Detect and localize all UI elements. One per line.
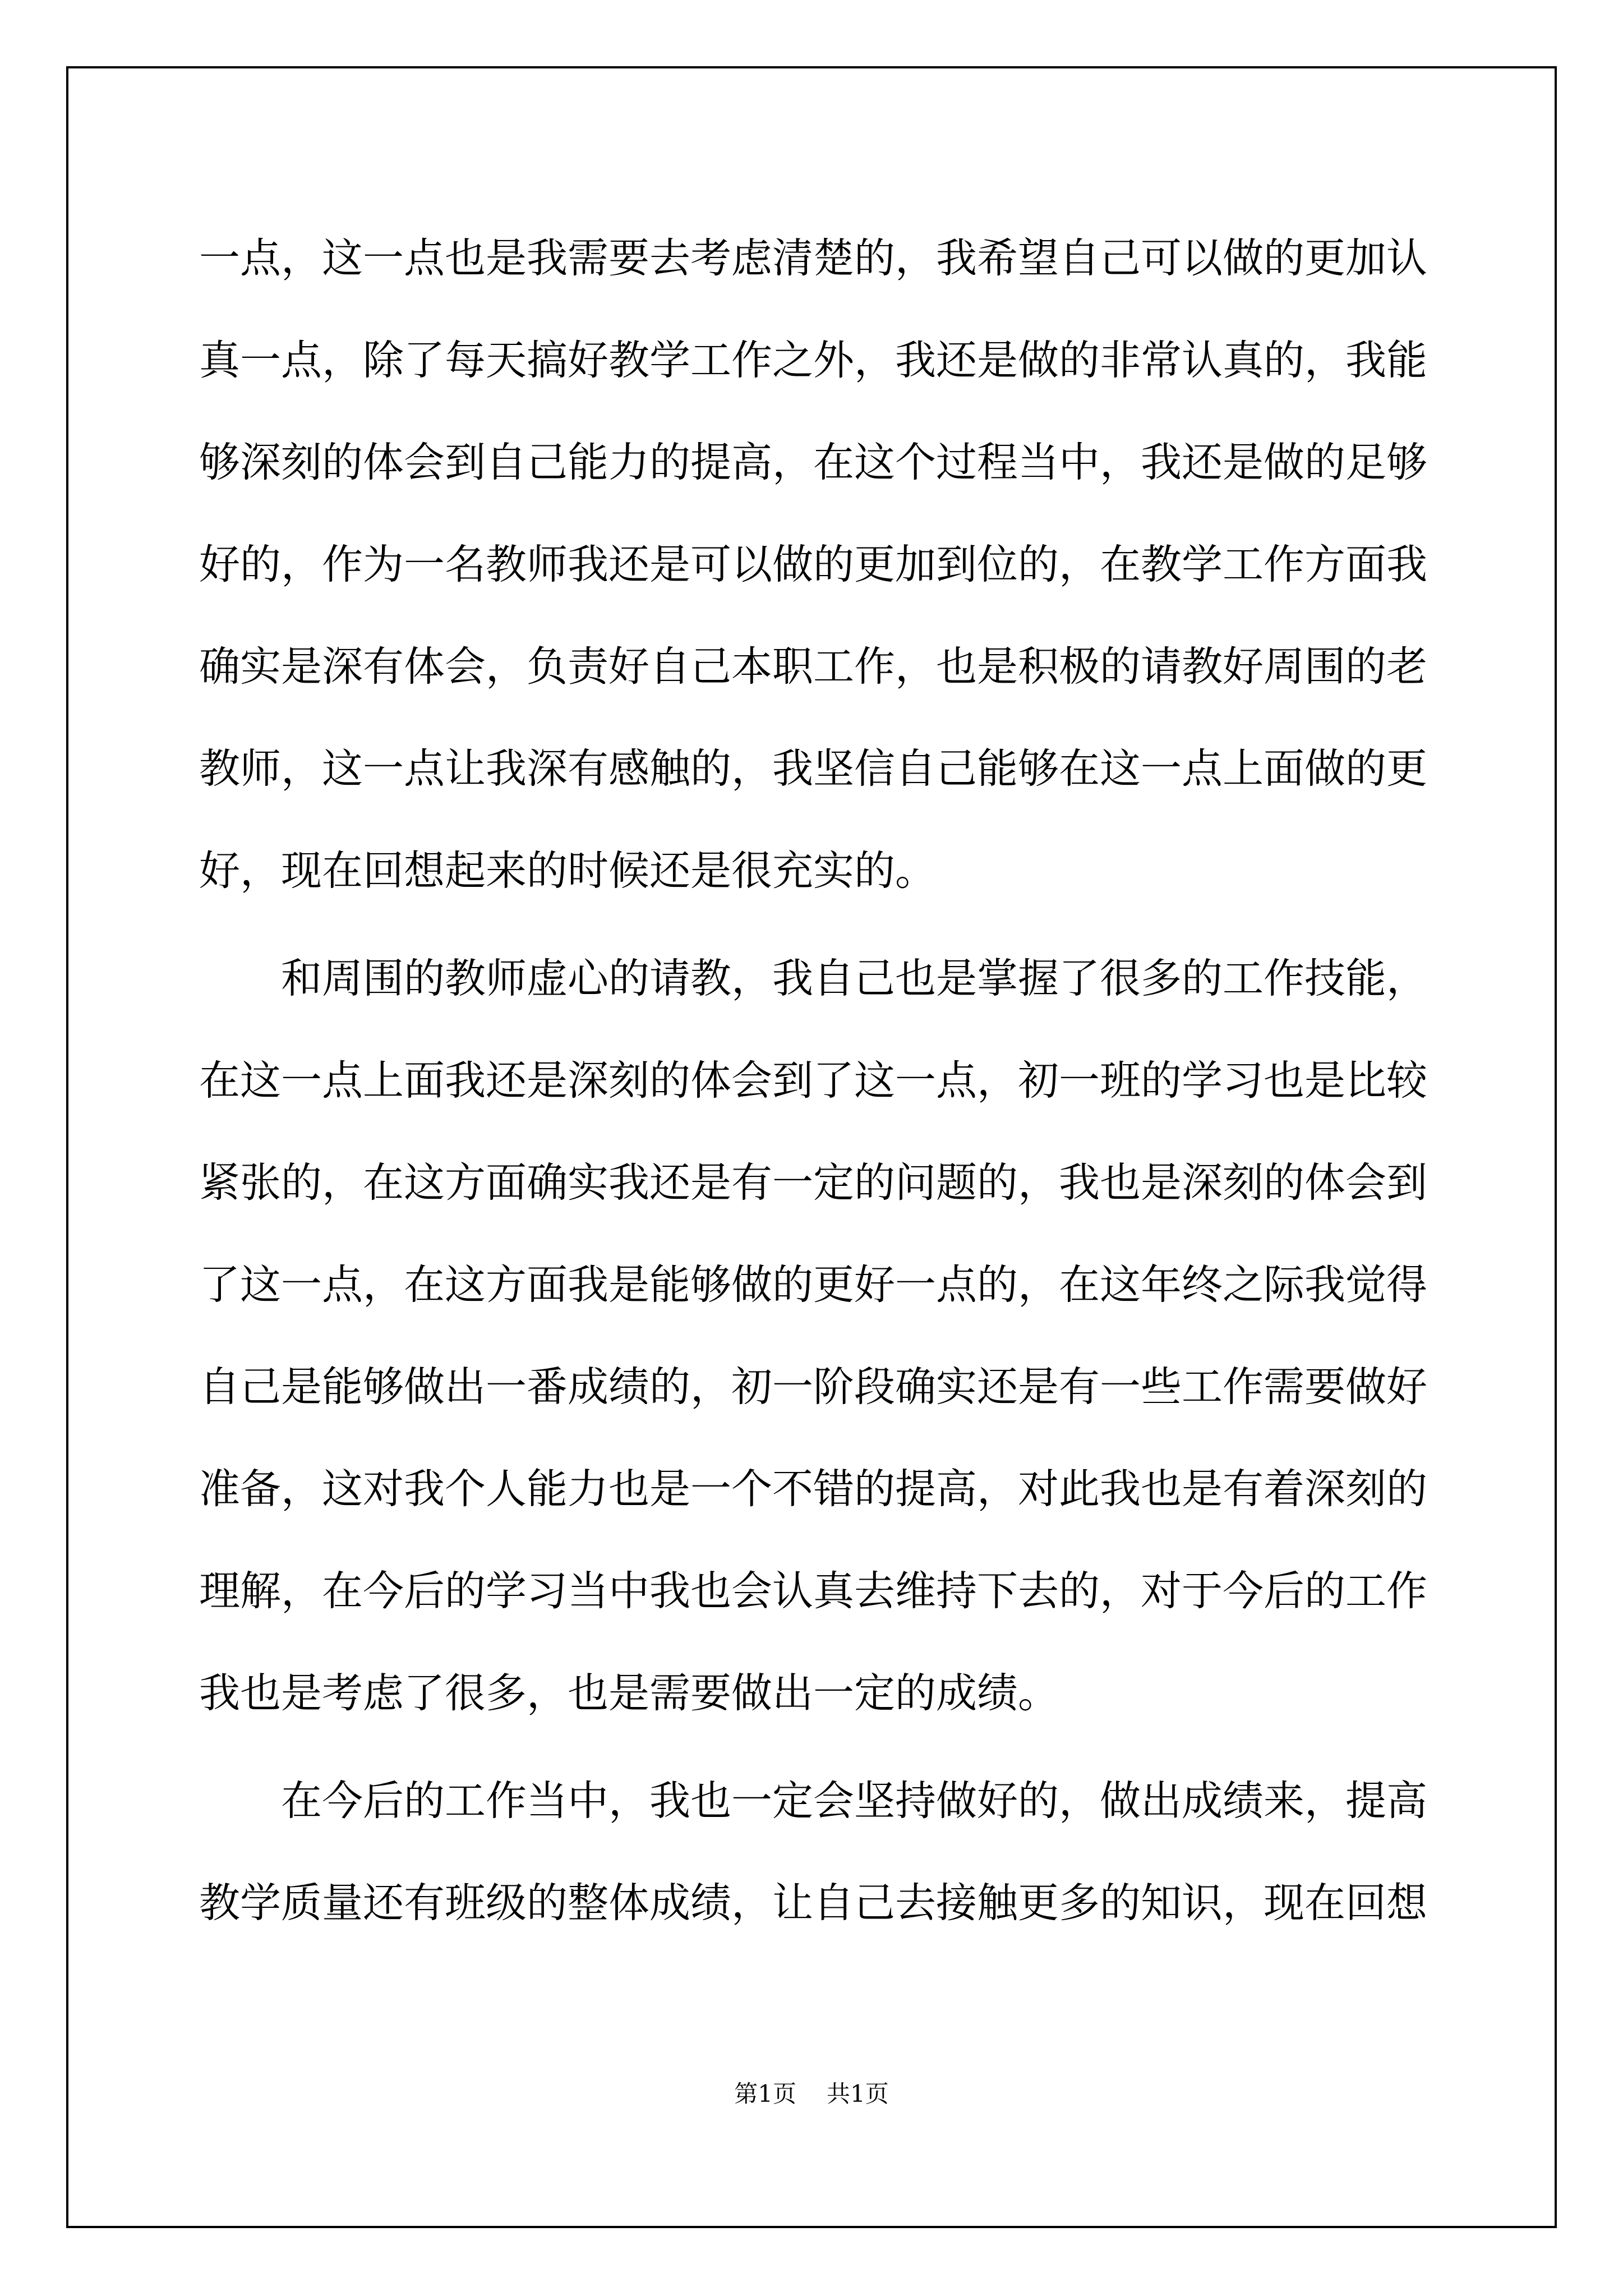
page-total: 共1页	[827, 2080, 889, 2108]
text-line: 真一点，除了每天搞好教学工作之外，我还是做的非常认真的，我能	[199, 337, 1427, 384]
text-line: 自己是能够做出一番成绩的，初一阶段确实还是有一些工作需要做好	[199, 1363, 1427, 1411]
document-body	[199, 208, 1427, 1954]
page-footer	[0, 2076, 1623, 2109]
text-line: 了这一点，在这方面我是能够做的更好一点的，在这年终之际我觉得	[199, 1261, 1427, 1309]
text-line: 理解，在今后的学习当中我也会认真去维持下去的，对于今后的工作	[199, 1567, 1427, 1615]
text-line: 好的，作为一名教师我还是可以做的更加到位的，在教学工作方面我	[199, 541, 1427, 588]
page-number: 第1页	[734, 2080, 796, 2108]
text-line: 够深刻的体会到自己能力的提高，在这个过程当中，我还是做的足够	[199, 439, 1427, 486]
text-line: 准备，这对我个人能力也是一个不错的提高，对此我也是有着深刻的	[199, 1465, 1427, 1513]
text-line: 好，现在回想起来的时候还是很充实的。	[199, 847, 936, 895]
text-line: 紧张的，在这方面确实我还是有一定的问题的，我也是深刻的体会到	[199, 1159, 1427, 1207]
text-line: 在今后的工作当中，我也一定会坚持做好的，做出成绩来，提高	[281, 1777, 1427, 1825]
text-line: 一点，这一点也是我需要去考虑清楚的，我希望自己可以做的更加认	[199, 234, 1427, 282]
text-line: 教师，这一点让我深有感触的，我坚信自己能够在这一点上面做的更	[199, 745, 1427, 793]
text-line: 确实是深有体会，负责好自己本职工作，也是积极的请教好周围的老	[199, 643, 1427, 691]
text-line: 我也是考虑了很多，也是需要做出一定的成绩。	[199, 1669, 1059, 1717]
text-line: 和周围的教师虚心的请教，我自己也是掌握了很多的工作技能，	[281, 955, 1427, 1002]
text-line: 在这一点上面我还是深刻的体会到了这一点，初一班的学习也是比较	[199, 1057, 1427, 1105]
text-line: 教学质量还有班级的整体成绩，让自己去接触更多的知识，现在回想	[199, 1879, 1427, 1927]
